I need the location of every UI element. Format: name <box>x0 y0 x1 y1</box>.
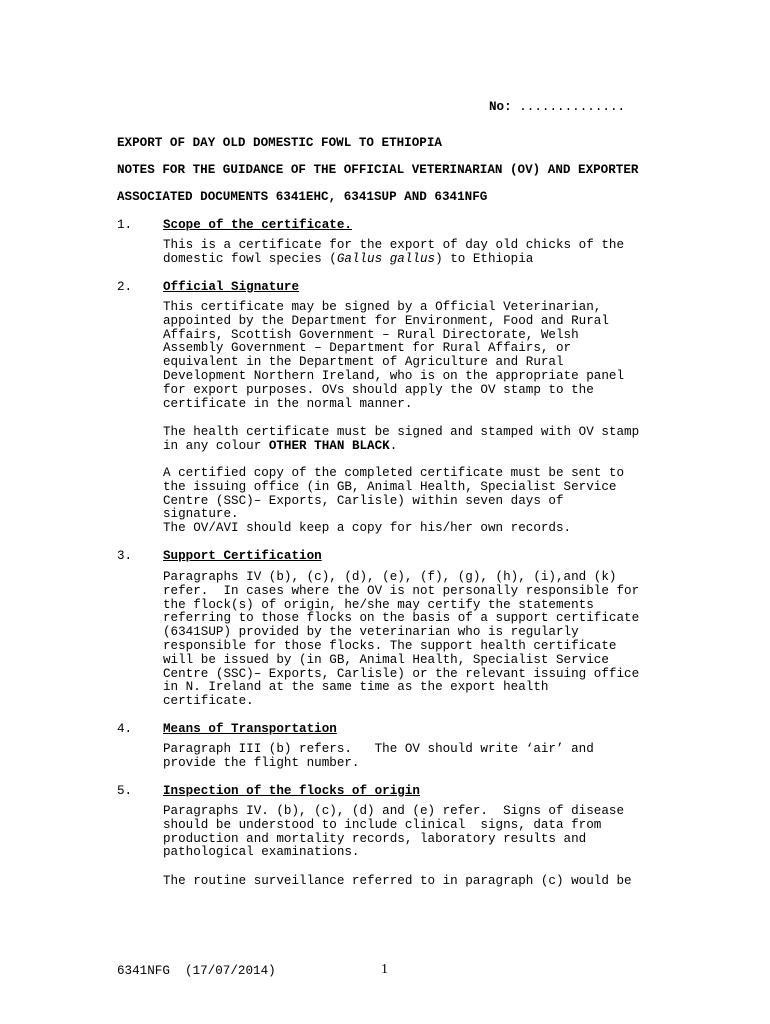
section-1-paragraph <box>163 239 683 267</box>
stamp-colour-warning: OTHER THAN BLACK <box>268 438 390 453</box>
section-4-number: 4. <box>117 722 133 736</box>
certificate-number-field <box>489 101 625 115</box>
section-2-paragraph-1: This certificate may be signed by a Official Veterinarian, appointed by the Department for Environment, Food and Rural Affairs, Scottish Government – Rural Directorate, Welsh Assembly Government – Department for Rural Affairs, or equivalent in the Department of Agriculture and Rural Development Northern Ireland, who is on the appropriate panel for export purposes. OVs should apply the OV stamp to the certificate in the normal manner. <box>163 300 625 411</box>
section-3-heading: Support Certification <box>163 549 322 563</box>
section-5-paragraph-2: The routine surveillance referred to in paragraph (c) would be <box>163 874 632 888</box>
footer-page-number: 1 <box>381 962 388 977</box>
section-5-heading: Inspection of the flocks of origin <box>163 784 420 798</box>
section-4-paragraph: Paragraph III (b) refers. The OV should write ‘air’ and provide the flight number. <box>163 742 594 770</box>
section-3-paragraph: Paragraphs IV (b), (c), (d), (e), (f), (g), (h), (i),and (k) refer. In cases where the OV is not personally responsible for the flock(s) of origin, he/she may certify the statements referring to those flocks on the basis of a support certificate (6341SUP) provided by the veterinarian who is regularly responsible for those flocks. The support health certificate will be issued by (in GB, Animal Health, Specialist Service Centre (SSC)– Exports, Carlisle) or the relevant issuing office in N. Ireland at the same time as the export health certificate. <box>163 570 640 709</box>
section-1-heading: Scope of the certificate. <box>163 218 352 232</box>
section-1-text-b: ) to Ethiopia <box>435 251 534 266</box>
associated-documents: ASSOCIATED DOCUMENTS 6341EHC, 6341SUP AND 6341NFG <box>117 190 488 204</box>
section-2-heading: Official Signature <box>163 280 300 294</box>
document-title: EXPORT OF DAY OLD DOMESTIC FOWL TO ETHIOPIA <box>117 136 442 150</box>
certificate-number-dots: .............. <box>519 100 626 114</box>
section-5-number: 5. <box>117 784 133 798</box>
section-3-number: 3. <box>117 549 133 563</box>
section-1-number: 1. <box>117 218 133 232</box>
section-5-paragraph-1: Paragraphs IV. (b), (c), (d) and (e) refer. Signs of disease should be understood to include clinical signs, data from production and mortality records, laboratory results and pathological examinations. <box>163 804 625 860</box>
notes-heading: NOTES FOR THE GUIDANCE OF THE OFFICIAL VETERINARIAN (OV) AND EXPORTER <box>117 163 639 177</box>
section-4-heading: Means of Transportation <box>163 722 337 736</box>
section-2-paragraph-3: A certified copy of the completed certificate must be sent to the issuing office (in GB, Animal Health, Specialist Service Centre (SSC)– Exports, Carlisle) within seven days of signature. The OV/AVI should keep a copy for his/her own records. <box>163 466 625 536</box>
species-name: Gallus gallus <box>336 251 436 266</box>
section-2-paragraph-2 <box>163 426 683 454</box>
section-2-text-b: . <box>389 438 398 453</box>
section-1-text-a: This is a certificate for the export of day old chicks of the domestic fowl species ( <box>163 238 625 266</box>
certificate-number-label: No: <box>489 100 512 114</box>
section-2-text-a: The health certificate must be signed and stamped with OV stamp in any colour <box>163 425 640 453</box>
footer-document-reference: 6341NFG (17/07/2014) <box>117 964 276 978</box>
section-2-number: 2. <box>117 280 133 294</box>
